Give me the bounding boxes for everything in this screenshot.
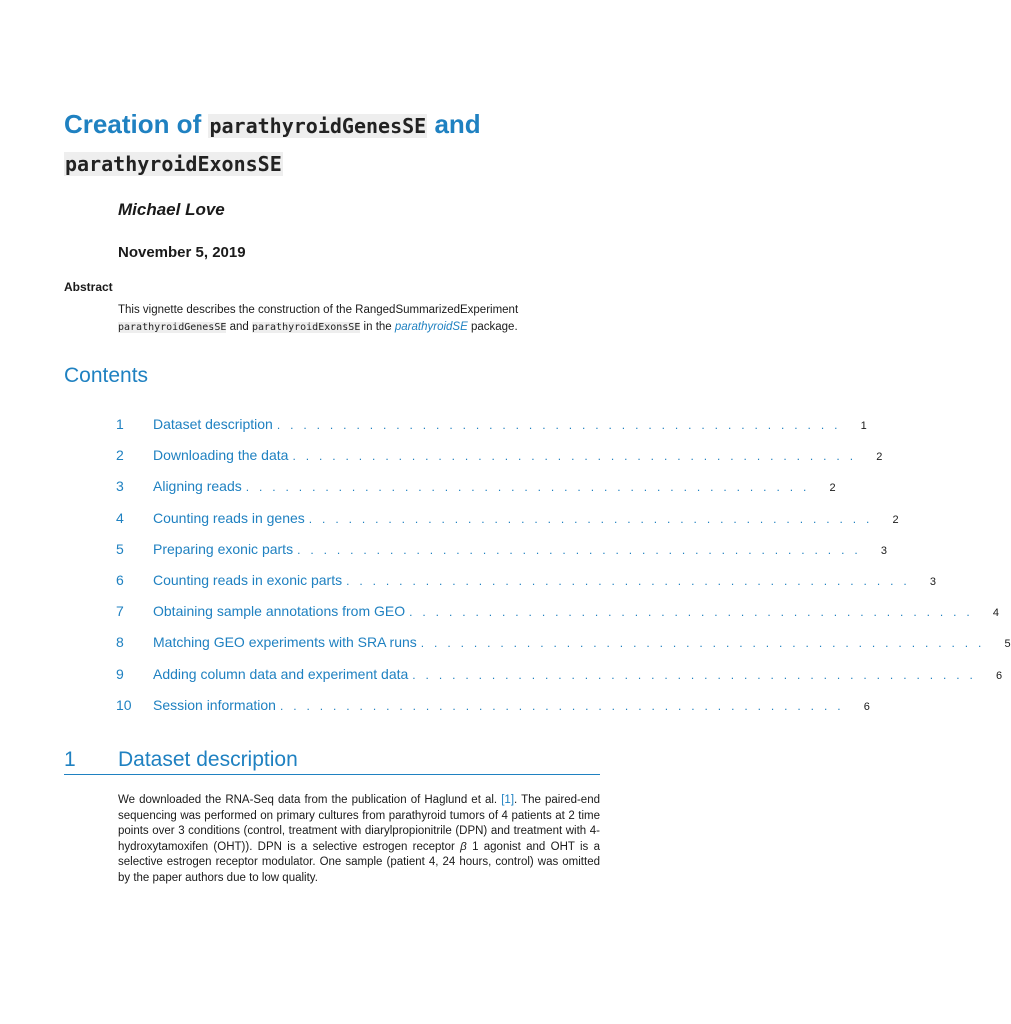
section-number: 1 [64, 748, 76, 771]
toc-label[interactable]: Downloading the data [153, 447, 289, 464]
toc-leader: . . . . . . . . . . . . . . . . . . . . . . . . . . . . . . . . . . . . . . . . . . . [409, 605, 974, 620]
toc-item-1[interactable] [116, 416, 867, 447]
title-and: and [434, 109, 481, 139]
paragraph-text: We downloaded the RNA-Seq data from the publication of Haglund et al. [118, 794, 498, 806]
title-code-genes: parathyroidGenesSE [209, 114, 427, 138]
toc-leader: . . . . . . . . . . . . . . . . . . . . . . . . . . . . . . . . . . . . . . . . . . . [308, 511, 873, 526]
toc-item-2[interactable] [116, 447, 883, 478]
citation-link[interactable]: [1] [501, 794, 515, 806]
toc-label[interactable]: Adding column data and experiment data [153, 665, 409, 682]
toc-page: 4 [992, 607, 1000, 620]
toc-item-10[interactable] [116, 696, 870, 728]
toc-page: 6 [863, 700, 870, 713]
toc-page: 1 [860, 420, 867, 432]
toc-number: 8 [116, 634, 124, 651]
toc-number: 9 [116, 665, 124, 682]
section-paragraph [118, 793, 600, 887]
document-title [64, 106, 604, 182]
toc-number: 3 [116, 478, 124, 495]
toc-item-6[interactable] [116, 571, 936, 603]
toc-item-5[interactable] [116, 540, 887, 572]
toc-page: 2 [829, 482, 836, 495]
toc-number: 7 [116, 603, 124, 620]
toc-page: 5 [1004, 638, 1011, 651]
title-code-exons: parathyroidExonsSE [65, 152, 282, 176]
toc-page: 2 [876, 451, 883, 464]
toc-label[interactable]: Counting reads in exonic parts [153, 571, 343, 588]
toc-page: 3 [880, 544, 887, 557]
abstract-text-in: in the [363, 321, 392, 333]
toc-page: 6 [996, 669, 1003, 682]
contents-heading: Contents [64, 364, 149, 387]
toc-item-8[interactable] [116, 634, 1011, 665]
abstract-text-and: and [229, 321, 249, 333]
section-title: Dataset description [118, 748, 298, 771]
toc-page: 2 [892, 513, 899, 526]
abstract-text-end: package. [470, 321, 518, 333]
abstract-heading: Abstract [64, 280, 113, 294]
toc-leader: . . . . . . . . . . . . . . . . . . . . . . . . . . . . . . . . . . . . . . . . . . . [245, 480, 810, 495]
toc-label[interactable]: Preparing exonic parts [153, 540, 294, 557]
toc-label[interactable]: Counting reads in genes [153, 509, 305, 526]
abstract-code-exons: parathyroidExonsSE [251, 322, 361, 333]
author: Michael Love [118, 200, 225, 219]
toc-number: 2 [116, 447, 124, 464]
toc-leader: . . . . . . . . . . . . . . . . . . . . . . . . . . . . . . . . . . . . . . . . . . . [276, 418, 841, 432]
toc-leader: . . . . . . . . . . . . . . . . . . . . . . . . . . . . . . . . . . . . . . . . . . . [420, 636, 985, 651]
toc-leader: . . . . . . . . . . . . . . . . . . . . . . . . . . . . . . . . . . . . . . . . . . . [297, 542, 861, 557]
abstract-body [118, 302, 600, 336]
toc-item-7[interactable] [116, 603, 1000, 634]
abstract-code-genes: parathyroidGenesSE [118, 322, 227, 333]
beta-symbol: β [460, 840, 467, 853]
toc-item-4[interactable] [116, 509, 899, 541]
toc-leader: . . . . . . . . . . . . . . . . . . . . . . . . . . . . . . . . . . . . . . . . . . . [279, 698, 844, 713]
section-heading-dataset-description [64, 746, 600, 775]
toc-number: 4 [116, 509, 124, 526]
toc-label[interactable]: Matching GEO experiments with SRA runs [153, 634, 417, 651]
toc-label[interactable]: Dataset description [153, 416, 273, 432]
toc-item-3[interactable] [116, 478, 836, 509]
toc-leader: . . . . . . . . . . . . . . . . . . . . . . . . . . . . . . . . . . . . . . . . . . . [412, 667, 977, 682]
toc-number: 6 [116, 571, 124, 588]
package-link[interactable]: parathyroidSE [394, 321, 468, 333]
paragraph-text: 1 agonist and OHT is a selective estrogen receptor modulator. One sample (patient 4, 24 hours, control) was omitted by the paper authors due to low quality. [118, 840, 600, 884]
title-prefix: Creation of [64, 109, 202, 139]
toc-label[interactable]: Obtaining sample annotations from GEO [153, 603, 406, 620]
abstract-text: This vignette describes the construction of the RangedSummarizedExperiment [118, 304, 519, 316]
toc-page: 3 [929, 575, 936, 588]
toc-number: 10 [116, 696, 132, 713]
table-of-contents [116, 416, 1011, 728]
toc-label[interactable]: Aligning reads [153, 478, 242, 495]
toc-leader: . . . . . . . . . . . . . . . . . . . . . . . . . . . . . . . . . . . . . . . . . . . [346, 573, 910, 588]
toc-label[interactable]: Session information [153, 696, 276, 713]
toc-leader: . . . . . . . . . . . . . . . . . . . . . . . . . . . . . . . . . . . . . . . . . . . [292, 449, 857, 464]
toc-number: 5 [116, 540, 124, 557]
toc-item-9[interactable] [116, 665, 1003, 697]
paragraph-text: . The paired-end sequencing was performed on primary cultures from parathyroid tumors of 4 patients at 2 time points over 3 conditions (control, treatment with diarylpropionitrile (DPN) and treatment with 4-hydroxytamoxifen (OHT)). DPN is a selective estrogen receptor [118, 794, 600, 853]
date: November 5, 2019 [118, 244, 246, 261]
toc-number: 1 [116, 416, 124, 432]
